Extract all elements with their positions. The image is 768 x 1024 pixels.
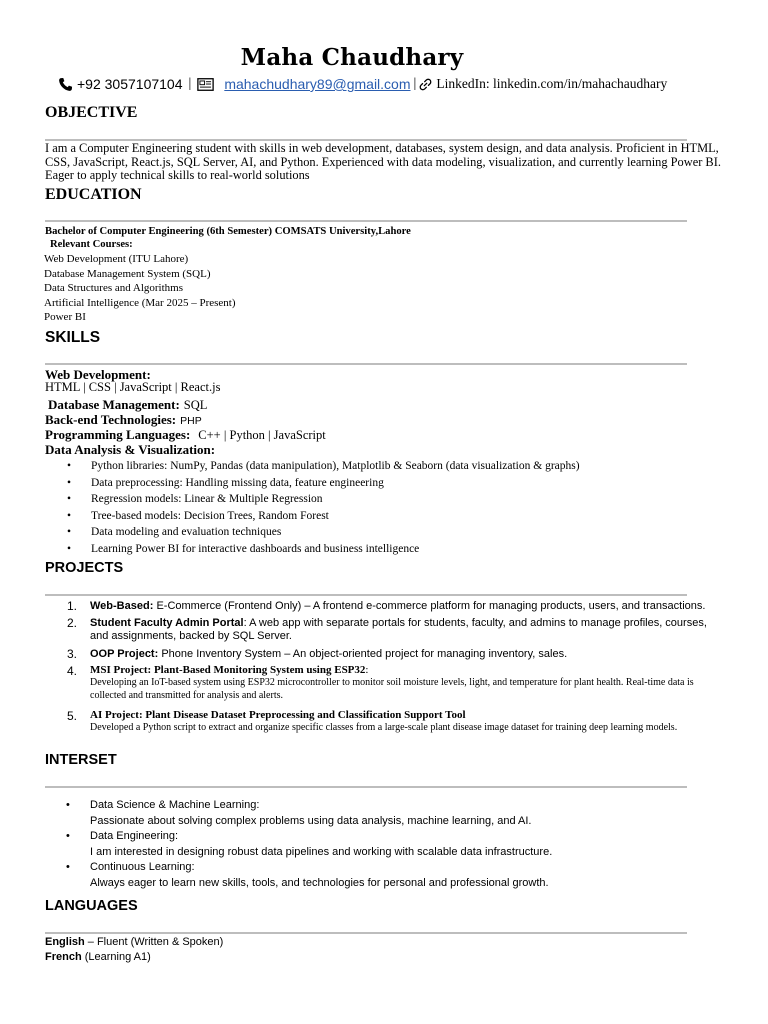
projects-heading: PROJECTS xyxy=(45,560,124,576)
project-item: 5. AI Project: Plant Disease Dataset Preprocessing and Classification Support Tool Developed a Python script to extract and organize specific classes from a large-scale plant disease image dataset for training deep learning models. xyxy=(67,709,678,733)
skill-web-value: HTML | CSS | JavaScript | React.js xyxy=(45,380,221,394)
languages-list xyxy=(45,935,223,964)
bullet: • xyxy=(67,460,72,472)
list-item: • Data preprocessing: Handling missing data, feature engineering xyxy=(67,475,580,492)
course-item: Web Development (ITU Lahore) xyxy=(44,253,189,265)
skill-programming: Programming Languages: C++ | Python | JavaScript xyxy=(45,427,326,442)
project-item: 1. Web-Based: E-Commerce (Frontend Only) – A frontend e-commerce platform for managing products, users, and transactions. xyxy=(67,599,706,613)
list-item: • Continuous Learning: Always eager to learn new skills, tools, and technologies for personal and professional growth. xyxy=(66,861,549,889)
candidate-name: Maha Chaudhary xyxy=(240,44,464,71)
list-item: • Regression models: Linear & Multiple Regression xyxy=(67,491,580,508)
link-icon xyxy=(419,78,432,91)
project-item: 2. Student Faculty Admin Portal: A web app with separate portals for students, faculty, and admins to manage profiles, courses, and assignments, backed by SQL Server. xyxy=(67,616,707,642)
skill-backend: Back-end Technologies: PHP xyxy=(45,412,202,427)
list-item: • Data modeling and evaluation techniques xyxy=(67,524,580,541)
bullet: • xyxy=(67,476,72,489)
separator: | xyxy=(188,76,192,91)
language-item: French (Learning A1) xyxy=(45,950,151,963)
list-item: • Tree-based models: Decision Trees, Random Forest xyxy=(67,508,580,525)
projects-list xyxy=(67,600,727,735)
skill-analysis-label: Data Analysis & Visualization: xyxy=(45,442,216,457)
bullet: • xyxy=(66,799,70,811)
language-item: English – Fluent (Written & Spoken) xyxy=(45,936,224,948)
contact-line xyxy=(58,76,667,92)
interest-heading: INTERSET xyxy=(45,752,117,768)
section-divider xyxy=(45,932,687,934)
objective-text: I am a Computer Engineering student with skills in web development, databases, system design, and data analysis. Proficient in HTML, CSS, JavaScript, React.js, SQL Server, AI, and Python. Experienced with data modeling, visualization, and currently learning Power BI. Eager to apply technical skills to real-world solutions xyxy=(45,141,721,182)
courses-list xyxy=(44,252,236,325)
interest-list xyxy=(66,798,710,892)
bullet: • xyxy=(66,861,70,874)
bullet: • xyxy=(67,493,72,506)
analysis-list xyxy=(67,458,580,558)
list-item: • Data Science & Machine Learning: Passionate about solving complex problems using data analysis, machine learning, and AI. xyxy=(66,799,532,827)
course-item: Database Management System (SQL) xyxy=(44,267,211,280)
project-item: 3. OOP Project: Phone Inventory System – An object-oriented project for managing inventory, sales. xyxy=(67,647,568,661)
education-heading: EDUCATION xyxy=(45,186,142,203)
skill-web-label: Web Development: xyxy=(45,367,151,382)
email-link[interactable]: mahachudhary89@gmail.com xyxy=(224,76,411,92)
course-item: Power BI xyxy=(44,311,86,324)
linkedin-link[interactable]: LinkedIn: linkedin.com/in/mahachaudhary xyxy=(436,76,668,91)
bullet: • xyxy=(67,542,72,555)
list-item: • Data Engineering: I am interested in designing robust data pipelines and working with scalable data infrastructure. xyxy=(66,830,553,858)
section-divider xyxy=(45,594,687,596)
course-item: Data Structures and Algorithms xyxy=(44,282,184,295)
skill-db: Database Management: SQL xyxy=(48,397,208,412)
envelope-icon xyxy=(197,78,214,91)
phone-icon xyxy=(58,77,73,92)
separator: | xyxy=(413,76,417,91)
course-item: Artificial Intelligence (Mar 2025 – Present) xyxy=(44,296,236,309)
list-item: • Python libraries: NumPy, Pandas (data manipulation), Matplotlib & Seaborn (data visualization & graphs) xyxy=(67,458,580,475)
relevant-courses-label: Relevant Courses: xyxy=(50,239,133,250)
bullet: • xyxy=(66,830,70,843)
languages-heading: LANGUAGES xyxy=(45,898,138,914)
bullet: • xyxy=(67,526,72,539)
project-item: 4. MSI Project: Plant-Based Monitoring System using ESP32: Developing an IoT-based system using ESP32 microcontroller to monitor soil moisture levels, light, and temperature for plant health. Real-time data is collected and transmitted for analysis and alerts. xyxy=(67,664,694,701)
section-divider xyxy=(45,220,687,222)
objective-heading: OBJECTIVE xyxy=(45,104,138,121)
section-divider xyxy=(45,363,687,365)
section-divider xyxy=(45,786,687,788)
degree-title: Bachelor of Computer Engineering (6th Semester) COMSATS University,Lahore xyxy=(45,226,411,237)
phone-number[interactable]: +92 3057107104 xyxy=(77,76,183,92)
bullet: • xyxy=(67,509,72,522)
skills-heading: SKILLS xyxy=(45,329,101,346)
list-item: • Learning Power BI for interactive dashboards and business intelligence xyxy=(67,541,580,558)
